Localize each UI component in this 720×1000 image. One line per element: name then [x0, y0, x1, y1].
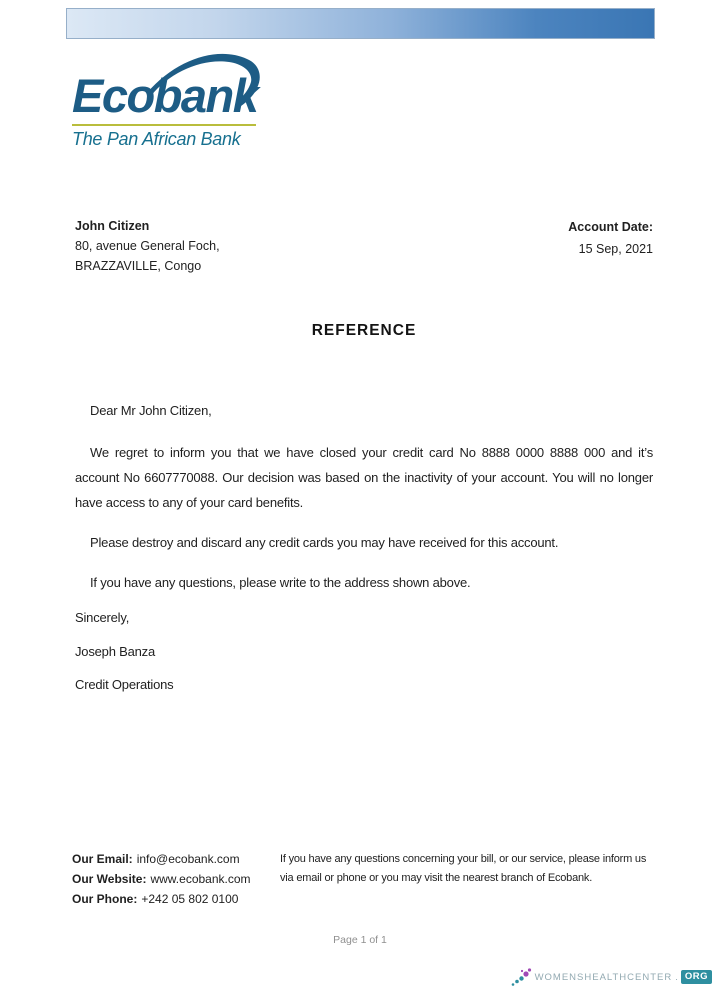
ecobank-logo: [72, 50, 272, 162]
watermark-separator: .: [675, 971, 678, 983]
letter-body: [75, 398, 653, 697]
page-number: Page 1 of 1: [333, 934, 387, 946]
paragraph-card-closure: We regret to inform you that we have closed your credit card No 8888 0000 8888 000 and it’s account No 6607770088. Our decision was based on the inactivity of your account. You will no longer have access to any of your card benefits.: [75, 445, 653, 510]
letter-heading: REFERENCE: [311, 322, 417, 339]
brand-tagline: The Pan African Bank: [72, 129, 241, 149]
contact-website-value: www.ecobank.com: [150, 872, 251, 886]
watermark-dots-icon: [510, 966, 532, 988]
contact-email-value: info@ecobank.com: [136, 852, 240, 866]
brand-wordmark: Ecobank: [72, 69, 258, 122]
paragraph-questions: If you have any questions, please write to the address shown above.: [90, 575, 471, 590]
account-date-block: [568, 216, 653, 260]
contact-info-block: [72, 849, 251, 909]
signature-name: Joseph Banza: [75, 644, 155, 659]
contact-phone-label: Our Phone:: [72, 892, 138, 906]
watermark-org-badge: ORG: [681, 970, 712, 984]
contact-phone-value: +242 05 802 0100: [141, 892, 239, 906]
recipient-address-block: [75, 216, 220, 276]
contact-email-label: Our Email:: [72, 852, 133, 866]
account-date-value: 15 Sep, 2021: [578, 242, 653, 256]
paragraph-destroy-cards: Please destroy and discard any credit cards you may have received for this account.: [90, 535, 559, 550]
watermark: [510, 966, 712, 988]
account-date-label: Account Date:: [568, 220, 653, 234]
recipient-address-line1: 80, avenue General Foch,: [75, 239, 220, 253]
contact-phone-row: [72, 889, 251, 909]
footer-note: If you have any questions concerning your bill, or our service, please inform us via email or phone or you may visit the nearest branch of Ecobank.: [280, 853, 647, 884]
closing: Sincerely,: [75, 610, 130, 625]
watermark-text: WOMENSHEALTHCENTER: [534, 971, 673, 983]
contact-website-label: Our Website:: [72, 872, 147, 886]
recipient-address-line2: BRAZZAVILLE, Congo: [75, 259, 202, 273]
signature-title: Credit Operations: [75, 677, 174, 692]
contact-email-row: [72, 849, 251, 869]
header-gradient-bar: [66, 8, 655, 39]
brand-underline: [72, 124, 256, 126]
recipient-name: John Citizen: [75, 219, 150, 233]
salutation: Dear Mr John Citizen,: [90, 403, 212, 418]
contact-website-row: [72, 869, 251, 889]
